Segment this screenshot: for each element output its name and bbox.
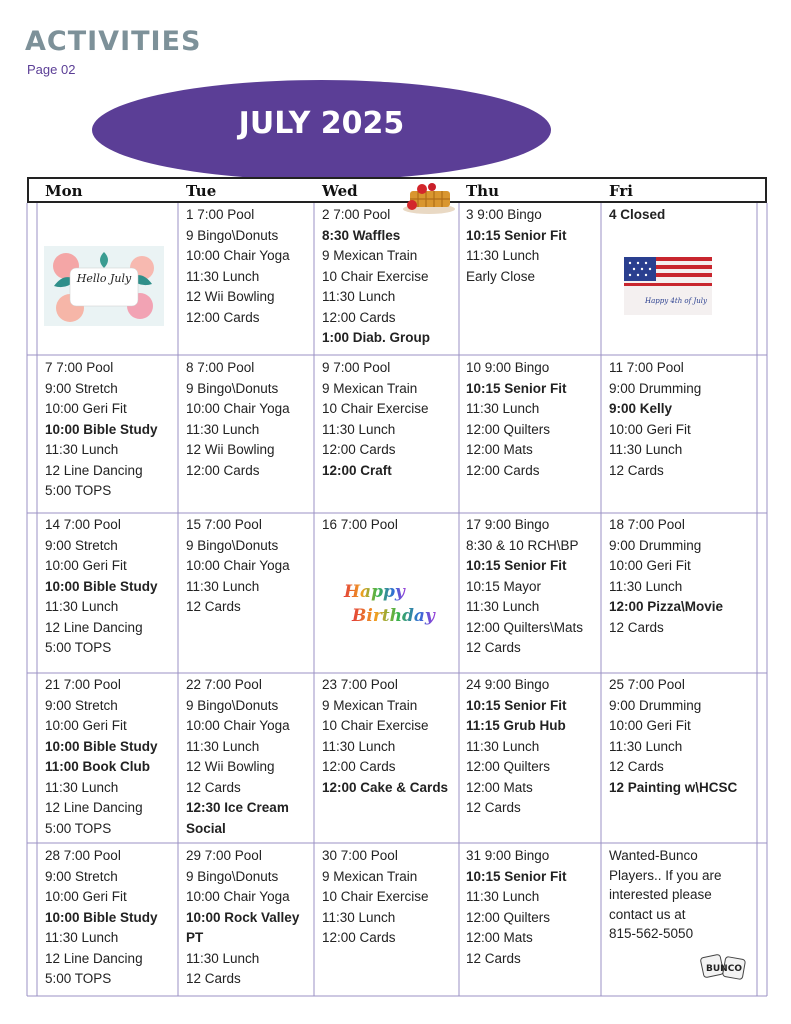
activity-line: 9 Mexican Train xyxy=(322,380,418,396)
activity-line: Wanted-Bunco xyxy=(609,848,698,863)
activity-line: 8 7:00 Pool xyxy=(186,360,255,375)
activity-line: 8:30 & 10 RCH\BP xyxy=(466,537,579,553)
weekday-tue: Tue xyxy=(186,182,217,200)
activity-line: 12 Cards xyxy=(609,619,664,635)
day-cell-jul-4 xyxy=(609,205,665,226)
activity-line: 29 7:00 Pool xyxy=(186,848,262,863)
activity-line: 12 Line Dancing xyxy=(45,800,143,815)
activity-line: 1:00 Diab. Group xyxy=(322,330,431,345)
day-cell-jul-25 xyxy=(609,675,737,798)
activity-line: 11:30 Lunch xyxy=(466,248,540,263)
activity-line: 23 7:00 Pool xyxy=(322,677,398,692)
activity-line: 9 Mexican Train xyxy=(322,868,418,884)
day-cell-jul-18 xyxy=(609,515,723,638)
activity-line: 11:30 Lunch xyxy=(609,442,683,457)
activity-line: 12:00 Cards xyxy=(186,462,260,478)
activity-line: Early Close xyxy=(466,268,536,284)
activity-line: 11:30 Lunch xyxy=(322,738,396,754)
activity-line: 16 7:00 Pool xyxy=(322,517,398,532)
activity-line: interested please xyxy=(609,887,712,902)
activity-line: 10:00 Geri Fit xyxy=(45,558,127,573)
day-cell-jul-3 xyxy=(466,205,567,287)
activity-line: 12:00 Cards xyxy=(322,759,396,774)
activity-line: 9 Bingo\Donuts xyxy=(186,697,279,713)
activity-line: 10:00 Bible Study xyxy=(45,909,158,925)
weekday-thu: Thu xyxy=(466,182,499,200)
activity-line: 10:00 Geri Fit xyxy=(609,558,691,573)
activity-line: 10:00 Bible Study xyxy=(45,738,158,754)
activity-line: 10 Chair Exercise xyxy=(322,718,429,733)
activity-line: 10:00 Geri Fit xyxy=(45,718,127,733)
activity-line: 10:15 Senior Fit xyxy=(466,380,567,396)
activity-line: 12 Cards xyxy=(466,800,521,815)
happy-birthday-image xyxy=(338,575,435,633)
weekday-wed: Wed xyxy=(322,182,358,200)
activity-line: 11:30 Lunch xyxy=(609,578,683,594)
activity-line: 12:00 Quilters xyxy=(466,909,551,925)
activity-line: 10:00 Chair Yoga xyxy=(186,718,290,733)
activity-line: 9 Mexican Train xyxy=(322,697,418,713)
activity-line: 9 Mexican Train xyxy=(322,248,418,263)
activity-line: 10:00 Geri Fit xyxy=(45,889,127,904)
activity-line: 12:00 Cards xyxy=(466,462,540,478)
activity-line: 11:30 Lunch xyxy=(609,738,683,754)
activity-line: 12 Line Dancing xyxy=(45,950,143,966)
activity-line: 9:00 Stretch xyxy=(45,380,118,396)
bunco-dice-image xyxy=(698,950,750,984)
activity-line: 11:30 Lunch xyxy=(322,289,396,304)
activity-line: 10:00 Geri Fit xyxy=(609,421,691,437)
activity-line: 10 Chair Exercise xyxy=(322,268,429,284)
activity-line: 12:00 Pizza\Movie xyxy=(609,599,724,614)
activity-line: 11:30 Lunch xyxy=(186,268,260,284)
activity-line: 12:00 Mats xyxy=(466,442,533,457)
activity-line: 10:00 Bible Study xyxy=(45,421,158,437)
activity-line: 10:00 Chair Yoga xyxy=(186,889,290,904)
birthday-text: Birthday xyxy=(352,606,435,626)
day-cell-jul-17 xyxy=(466,515,583,659)
day-cell-jul-10 xyxy=(466,358,567,481)
activity-line: 9 Bingo\Donuts xyxy=(186,868,279,884)
activity-line: 14 7:00 Pool xyxy=(45,517,121,532)
activity-line: 12:00 Quilters\Mats xyxy=(466,619,584,635)
activity-line: 11:30 Lunch xyxy=(186,738,260,754)
day-cell-jul-15 xyxy=(186,515,290,618)
day-cell-jul-21 xyxy=(45,675,158,839)
activity-line: 815-562-5050 xyxy=(609,926,694,941)
weekday-header xyxy=(27,177,767,203)
activity-line: 2 7:00 Pool xyxy=(322,207,391,222)
activity-line: 11:30 Lunch xyxy=(322,909,396,925)
happy-text: Happy xyxy=(344,582,405,602)
activity-line: 12:00 Craft xyxy=(322,462,392,478)
day-cell-jul-28 xyxy=(45,846,158,990)
weekday-fri: Fri xyxy=(609,182,633,200)
activity-line: 12 Wii Bowling xyxy=(186,289,275,304)
activity-line: 10 9:00 Bingo xyxy=(466,360,550,375)
bunco-text: BUNCO xyxy=(706,964,742,974)
activity-line: 12:00 Cards xyxy=(322,930,396,945)
activity-line: 5:00 TOPS xyxy=(45,640,112,655)
happy-4th-text: Happy 4th of July xyxy=(645,297,707,305)
activity-line: 25 7:00 Pool xyxy=(609,677,685,692)
activity-line: 10:15 Senior Fit xyxy=(466,227,567,243)
activity-line: 11:30 Lunch xyxy=(45,442,119,457)
weekday-mon: Mon xyxy=(45,182,83,200)
activity-line: 12 Line Dancing xyxy=(45,619,143,635)
activity-line: 11 7:00 Pool xyxy=(609,360,684,375)
day-cell-jul-30 xyxy=(322,846,429,949)
activity-line: 11:00 Book Club xyxy=(45,759,151,774)
activity-line: 10 Chair Exercise xyxy=(322,889,429,904)
activity-line: 10 Chair Exercise xyxy=(322,401,429,416)
day-cell-jul-11 xyxy=(609,358,701,481)
activity-line: 22 7:00 Pool xyxy=(186,677,262,692)
activity-line: 17 9:00 Bingo xyxy=(466,517,550,532)
activity-line: 11:30 Lunch xyxy=(45,779,119,795)
activity-line: 10:00 Chair Yoga xyxy=(186,248,290,263)
activity-line: 9:00 Stretch xyxy=(45,868,118,884)
activity-line: 12 Line Dancing xyxy=(45,462,143,478)
activity-line: 9:00 Kelly xyxy=(609,401,673,416)
activity-line: 10:00 Rock Valley xyxy=(186,909,300,925)
activity-line: 12 Cards xyxy=(186,599,241,614)
activity-line: 11:30 Lunch xyxy=(186,578,260,594)
bunco-notice xyxy=(609,846,722,944)
activity-line: 9 Bingo\Donuts xyxy=(186,227,279,243)
activity-line: 12:00 Cake & Cards xyxy=(322,779,449,795)
activity-line: 5:00 TOPS xyxy=(45,483,112,498)
activity-line: 31 9:00 Bingo xyxy=(466,848,550,863)
hello-july-image xyxy=(44,246,164,326)
section-title: ACTIVITIES xyxy=(25,26,202,57)
activity-line: 10:15 Senior Fit xyxy=(466,697,567,713)
activity-line: 12 Wii Bowling xyxy=(186,759,275,774)
day-cell-jul-2 xyxy=(322,205,430,349)
activity-line: 12:00 Mats xyxy=(466,930,533,945)
activity-line: 12 Painting w\HCSC xyxy=(609,779,738,795)
activity-line: 24 9:00 Bingo xyxy=(466,677,550,692)
activity-line: 12 Cards xyxy=(186,971,241,986)
activity-line: 10:15 Senior Fit xyxy=(466,868,567,884)
day-cell-jul-22 xyxy=(186,675,290,839)
activity-line: 10:15 Senior Fit xyxy=(466,558,567,573)
waffle-image xyxy=(402,181,456,215)
activity-line: 9 Bingo\Donuts xyxy=(186,537,279,553)
activity-line: 4 Closed xyxy=(609,207,666,222)
activity-line: 12:00 Mats xyxy=(466,779,533,795)
activity-line: 10:00 Geri Fit xyxy=(45,401,127,416)
activity-line: 9:00 Drumming xyxy=(609,537,702,553)
activity-line: 9:00 Stretch xyxy=(45,697,118,713)
activity-line: 15 7:00 Pool xyxy=(186,517,262,532)
activity-line: 9:00 Drumming xyxy=(609,380,702,396)
activity-line: 12 Cards xyxy=(609,462,664,478)
activity-line: 10:15 Mayor xyxy=(466,578,542,594)
happy-4th-july-image xyxy=(624,257,712,315)
activity-line: 12:00 Quilters xyxy=(466,759,551,774)
activity-line: 12:00 Cards xyxy=(322,309,396,325)
day-cell-jul-1 xyxy=(186,205,290,328)
activity-line: 11:30 Lunch xyxy=(45,599,119,614)
activity-line: 28 7:00 Pool xyxy=(45,848,121,863)
day-cell-jul-16 xyxy=(322,515,398,536)
day-cell-jul-31 xyxy=(466,846,567,969)
activity-line: 9:00 Stretch xyxy=(45,537,118,553)
activity-line: 12 Cards xyxy=(466,950,521,966)
activity-line: 10:00 Chair Yoga xyxy=(186,401,290,416)
activity-line: 10:00 Bible Study xyxy=(45,578,158,594)
hello-july-text-1: Hello July xyxy=(76,272,132,285)
activity-line: 9 7:00 Pool xyxy=(322,360,391,375)
activity-line: PT xyxy=(186,930,204,945)
activity-line: 1 7:00 Pool xyxy=(186,207,255,222)
day-cell-jul-7 xyxy=(45,358,158,502)
day-cell-jul-9 xyxy=(322,358,429,481)
activity-line: 11:30 Lunch xyxy=(466,889,540,904)
activity-line: 12:30 Ice Cream xyxy=(186,800,289,815)
activity-line: 11:30 Lunch xyxy=(466,738,540,754)
activity-line: Players.. If you are xyxy=(609,867,722,883)
activity-line: 5:00 TOPS xyxy=(45,971,112,986)
activity-line: 10:00 Chair Yoga xyxy=(186,558,290,573)
activity-line: 12:00 Cards xyxy=(322,442,396,457)
activity-line: 12:00 Cards xyxy=(186,309,260,325)
day-cell-jul-23 xyxy=(322,675,448,798)
activity-line: 11:30 Lunch xyxy=(186,421,260,437)
day-cell-jul-8 xyxy=(186,358,290,481)
activity-line: 12 Cards xyxy=(609,759,664,774)
activity-line: 12:00 Quilters xyxy=(466,421,551,437)
month-title: JULY 2025 xyxy=(238,106,405,141)
day-cell-jul-29 xyxy=(186,846,299,990)
activity-line: 12 Cards xyxy=(186,779,241,795)
page-number: Page 02 xyxy=(27,62,76,77)
activity-line: 9:00 Drumming xyxy=(609,697,702,713)
activity-line: 12 Wii Bowling xyxy=(186,442,275,457)
day-cell-jul-14 xyxy=(45,515,158,659)
activity-line: 11:30 Lunch xyxy=(466,401,540,416)
activity-line: 18 7:00 Pool xyxy=(609,517,685,532)
activity-line: 11:30 Lunch xyxy=(466,599,540,614)
activity-line: 30 7:00 Pool xyxy=(322,848,398,863)
activity-line: 11:30 Lunch xyxy=(186,950,260,966)
activity-line: 7 7:00 Pool xyxy=(45,360,114,375)
activity-line: 11:30 Lunch xyxy=(322,421,396,437)
activity-line: 10:00 Geri Fit xyxy=(609,718,691,733)
activity-line: 11:30 Lunch xyxy=(45,930,119,945)
activity-line: contact us at xyxy=(609,906,686,922)
day-cell-jul-24 xyxy=(466,675,567,819)
activity-line: 3 9:00 Bingo xyxy=(466,207,542,222)
activity-line: 5:00 TOPS xyxy=(45,820,112,836)
activity-line: Social xyxy=(186,820,226,836)
activity-line: 8:30 Waffles xyxy=(322,227,401,243)
activity-line: 9 Bingo\Donuts xyxy=(186,380,279,396)
activity-line: 12 Cards xyxy=(466,640,521,655)
activity-line: 21 7:00 Pool xyxy=(45,677,121,692)
activity-line: 11:15 Grub Hub xyxy=(466,718,566,733)
